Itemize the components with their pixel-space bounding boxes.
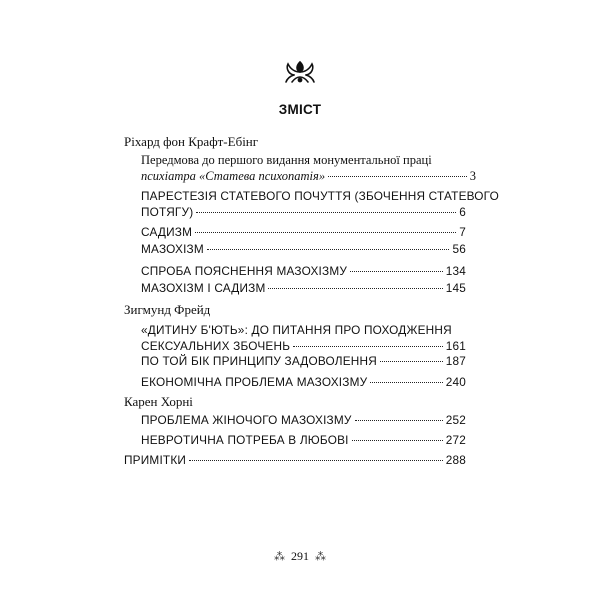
page-number: 134 bbox=[445, 264, 466, 278]
entry-title-line2: СЕКСУАЛЬНИХ ЗБОЧЕНЬ bbox=[141, 339, 291, 353]
page-number: 3 bbox=[469, 169, 476, 183]
entry-title: ПРИМІТКИ bbox=[124, 453, 187, 467]
toc-entry[interactable] bbox=[141, 188, 499, 220]
dot-leader bbox=[328, 176, 467, 177]
toc-entry[interactable] bbox=[141, 280, 466, 296]
entry-title: СПРОБА ПОЯСНЕННЯ МАЗОХІЗМУ bbox=[141, 264, 348, 278]
page-number: 56 bbox=[452, 242, 466, 256]
floral-ornament-icon bbox=[282, 58, 318, 84]
toc-entry[interactable] bbox=[141, 152, 476, 184]
dot-leader bbox=[352, 440, 443, 441]
entry-title-line1: «ДИТИНУ Б'ЮТЬ»: ДО ПИТАННЯ ПРО ПОХОДЖЕННЯ bbox=[141, 323, 452, 337]
author-krafft-ebing: Ріхард фон Крафт-Ебінг bbox=[124, 134, 259, 149]
entry-title: МАЗОХІЗМ І САДИЗМ bbox=[141, 281, 266, 295]
page-number: 187 bbox=[445, 354, 466, 368]
page-number: 145 bbox=[445, 281, 466, 295]
page-footer bbox=[0, 549, 600, 564]
page-number: 6 bbox=[459, 205, 466, 219]
toc-entry[interactable] bbox=[141, 224, 466, 240]
entry-title: МАЗОХІЗМ bbox=[141, 242, 204, 256]
dot-leader bbox=[268, 288, 442, 289]
footer-page-number: 291 bbox=[291, 549, 309, 563]
entry-title: НЕВРОТИЧНА ПОТРЕБА В ЛЮБОВІ bbox=[141, 433, 349, 447]
dot-leader bbox=[380, 361, 443, 362]
footer-ornament-right: ⁂ bbox=[315, 551, 326, 563]
page-number: 240 bbox=[445, 375, 466, 389]
dot-leader bbox=[189, 460, 443, 461]
dot-leader bbox=[196, 212, 456, 213]
page-number: 7 bbox=[459, 225, 466, 239]
entry-title: ПРОБЛЕМА ЖІНОЧОГО МАЗОХІЗМУ bbox=[141, 413, 352, 427]
page-number: 288 bbox=[445, 453, 466, 467]
entry-title-line1: ПАРЕСТЕЗІЯ СТАТЕВОГО ПОЧУТТЯ (ЗБОЧЕННЯ СТАТЕВОГО bbox=[141, 189, 499, 203]
dot-leader bbox=[355, 420, 443, 421]
toc-entry[interactable] bbox=[141, 412, 466, 428]
dot-leader bbox=[293, 346, 443, 347]
toc-entry[interactable] bbox=[141, 241, 466, 257]
toc-entry[interactable] bbox=[141, 322, 466, 354]
entry-title: ЕКОНОМІЧНА ПРОБЛЕМА МАЗОХІЗМУ bbox=[141, 375, 368, 389]
page-number: 252 bbox=[445, 413, 466, 427]
author-horney: Карен Хорні bbox=[124, 394, 193, 409]
toc-entry[interactable] bbox=[141, 263, 466, 279]
toc-entry-notes[interactable] bbox=[124, 452, 466, 468]
page-number: 272 bbox=[445, 433, 466, 447]
toc-heading: ЗМІСТ bbox=[278, 102, 322, 117]
entry-title-line2: ПОТЯГУ) bbox=[141, 205, 194, 219]
entry-title: ПО ТОЙ БІК ПРИНЦИПУ ЗАДОВОЛЕННЯ bbox=[141, 354, 377, 368]
dot-leader bbox=[195, 232, 456, 233]
dot-leader bbox=[350, 271, 443, 272]
author-freud: Зигмунд Фрейд bbox=[124, 302, 211, 317]
toc-entry[interactable] bbox=[141, 432, 466, 448]
entry-title-line2: психіатра «Статева психопатія» bbox=[141, 169, 326, 183]
toc-entry[interactable] bbox=[141, 353, 466, 369]
dot-leader bbox=[370, 382, 442, 383]
entry-title-line1: Передмова до першого видання монументальної праці bbox=[141, 153, 432, 167]
entry-title: САДИЗМ bbox=[141, 225, 193, 239]
footer-ornament-left: ⁂ bbox=[274, 551, 285, 563]
page-number: 161 bbox=[445, 339, 466, 353]
toc-entry[interactable] bbox=[141, 374, 466, 390]
dot-leader bbox=[207, 249, 450, 250]
